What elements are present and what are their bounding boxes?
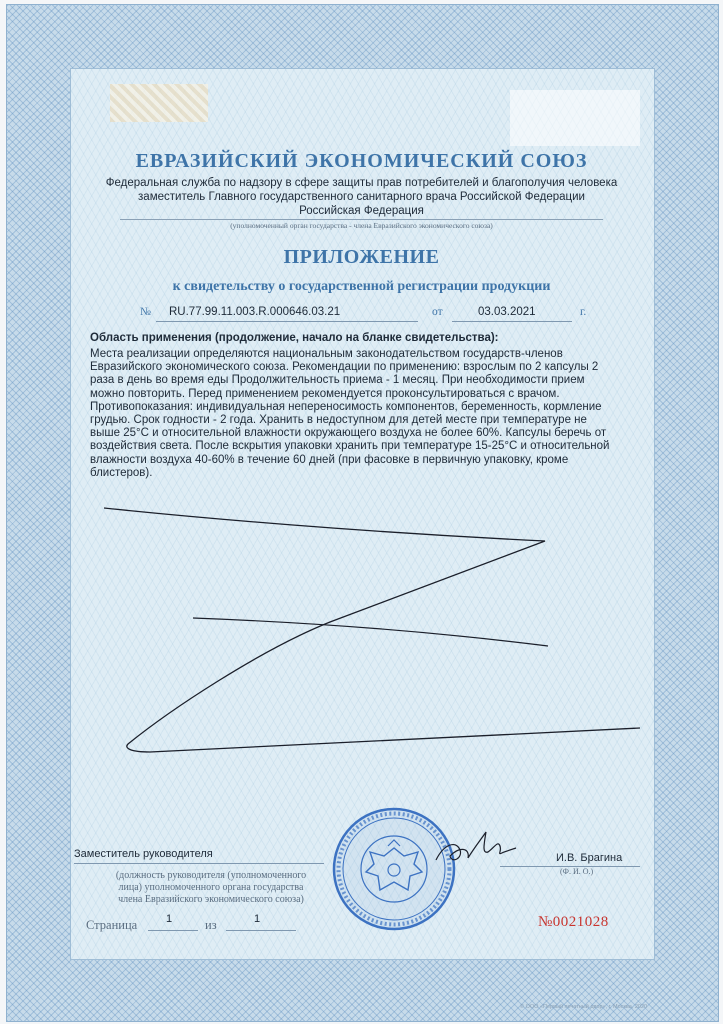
serial-number: №0021028	[538, 914, 609, 930]
issuer-line: Федеральная служба по надзору в сфере защиты прав потребителей и благополучия человека	[105, 177, 618, 189]
registration-number: RU.77.99.11.003.R.000646.03.21	[169, 306, 341, 318]
body-line: блистеров).	[90, 466, 153, 479]
body-line: воздействия света. После вскрытия упаковки хранить при температуре 15-25°С и относительной	[90, 440, 610, 453]
appendix-subtitle: к свидетельству о государственной регистрации продукции	[172, 279, 551, 294]
body-line: Противопоказания: индивидуальная непереносимость компонентов, беременность, кормление	[90, 400, 602, 413]
body-line: влажности воздуха 40-60% в течение 60 дней (при фасовке в первичную упаковку, кроме	[90, 453, 569, 466]
number-symbol: №	[140, 306, 151, 318]
fio-caption: (Ф. И. О.)	[560, 867, 594, 876]
issuer-caption: (уполномоченный орган государства - члена Евразийского экономического союза)	[120, 219, 603, 230]
scope-heading: Область применения (продолжение, начало на бланке свидетельства):	[90, 332, 499, 344]
union-title: ЕВРАЗИЙСКИЙ ЭКОНОМИЧЕСКИЙ СОЮЗ	[135, 150, 588, 172]
body-line: грудью. Срок годности - 2 года. Хранить в недоступном для детей месте при температуре не	[90, 414, 587, 427]
total-pages: 1	[254, 913, 261, 925]
year-suffix: г.	[580, 306, 587, 318]
page-number-underline	[148, 930, 198, 931]
registration-date: 03.03.2021	[478, 306, 536, 318]
position-caption-line: (должность руководителя (уполномоченного	[115, 870, 307, 881]
position-underline	[74, 863, 324, 864]
printer-note: © ООО «Первый печатный двор», г. Москва, 2020	[520, 1004, 648, 1010]
signatory-position: Заместитель руководителя	[74, 848, 213, 860]
appendix-title: ПРИЛОЖЕНИЕ	[283, 246, 440, 268]
issuer-line: Российская Федерация	[299, 205, 424, 217]
body-line: можно повторить. Перед применением рекомендуется проконсультироваться с врачом.	[90, 387, 560, 400]
page-label: Страница	[86, 918, 138, 932]
position-caption	[86, 870, 336, 906]
from-label: от	[432, 306, 443, 318]
body-line: Евразийского экономического союза. Рекомендации по применению: взрослым по 2 капсулы 2	[90, 361, 599, 374]
body-line: раза в день во время еды Продолжительность приема - 1 месяц. При необходимости прием	[90, 374, 585, 387]
total-pages-underline	[226, 930, 296, 931]
handwritten-signature-icon	[430, 826, 520, 876]
body-line: выше 25°С и относительной влажности окружающего воздуха не более 60%. Капсулы беречь от	[90, 427, 607, 440]
of-label: из	[205, 918, 217, 932]
position-caption-line: члена Евразийского экономического союза)	[118, 894, 304, 905]
issuer-line: заместитель Главного государственного санитарного врача Российской Федерации	[138, 191, 585, 203]
signatory-name: И.В. Брагина	[556, 852, 623, 864]
body-line: Места реализации определяются национальным законодательством государств-членов	[90, 348, 563, 360]
page-number: 1	[166, 913, 173, 925]
position-caption-line: лица) уполномоченного органа государства	[118, 882, 304, 893]
